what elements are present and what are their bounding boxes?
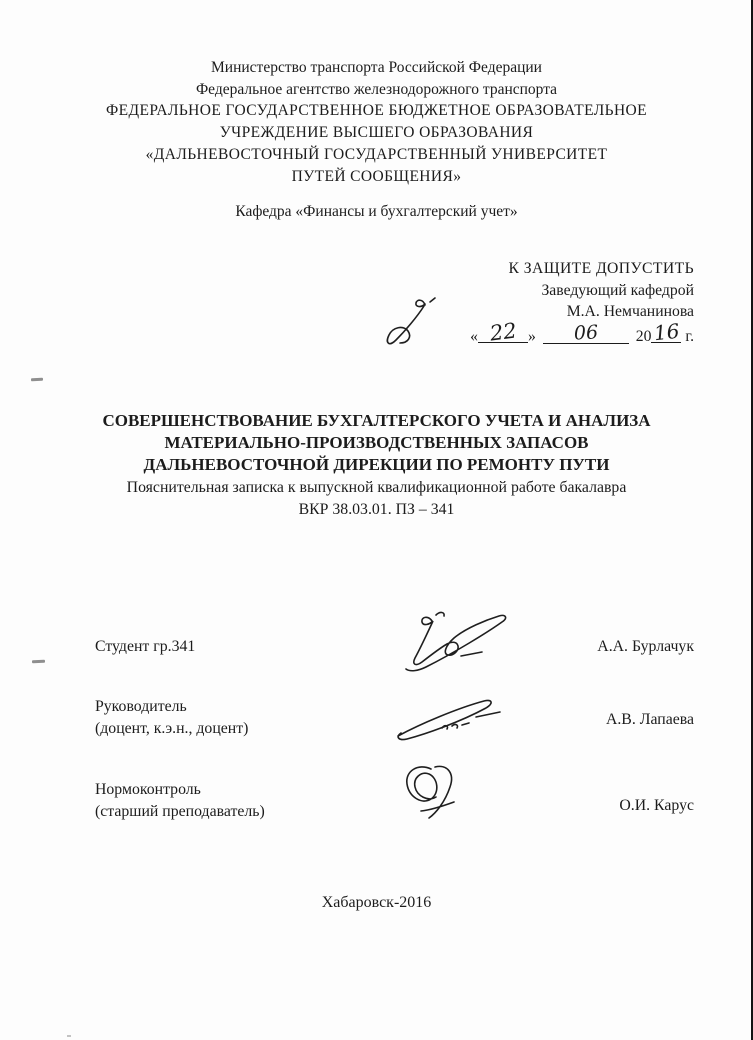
- institution-line-1: ФЕДЕРАЛЬНОЕ ГОСУДАРСТВЕННОЕ БЮДЖЕТНОЕ ОБРАЗОВАТЕЛЬНОЕ: [105, 102, 648, 120]
- date-year-blank: [651, 318, 681, 346]
- normcontrol-name: О.И. Карус: [619, 797, 694, 814]
- supervisor-role-line-2: (доцент, к.э.н., доцент): [95, 720, 249, 737]
- agency-line: Федеральное агентство железнодорожного транспорта: [195, 80, 558, 98]
- margin-mark-bottom: [32, 660, 45, 663]
- supervisor-role-label: [95, 696, 248, 740]
- normcontrol-role-line-2: (старший преподаватель): [95, 803, 265, 820]
- supervisor-name: А.В. Лапаева: [605, 711, 694, 728]
- handwritten-month: 06: [573, 321, 599, 345]
- margin-mark-top: [31, 378, 43, 381]
- ministry-line: Министерство транспорта Российской Федерации: [211, 59, 542, 76]
- year-prefix: 20: [635, 327, 652, 345]
- date-month-blank: [543, 321, 629, 345]
- city-year-line: Хабаровск-2016: [321, 894, 432, 911]
- handwritten-day: 22: [488, 318, 518, 346]
- student-signature: [396, 609, 511, 673]
- department-head-signature: [381, 294, 445, 352]
- normcontrol-signature: [398, 762, 460, 820]
- thesis-title-block: [0, 410, 753, 521]
- approval-title: К ЗАЩИТЕ ДОПУСТИТЬ: [508, 260, 694, 277]
- approval-date-line: [470, 318, 694, 348]
- institution-header: [0, 57, 753, 187]
- title-code: ВКР 38.03.01. ПЗ – 341: [298, 500, 455, 518]
- student-name: А.А. Бурлачук: [597, 638, 694, 655]
- scan-speck: [67, 1035, 71, 1037]
- close-quote: »: [527, 327, 536, 345]
- handwritten-year: 16: [652, 318, 681, 346]
- approval-role: Заведующий кафедрой: [541, 281, 694, 299]
- title-line-1: СОВЕРШЕНСТВОВАНИЕ БУХГАЛТЕРСКОГО УЧЕТА И АНАЛИЗА: [102, 411, 651, 430]
- title-line-3: ДАЛЬНЕВОСТОЧНОЙ ДИРЕКЦИИ ПО РЕМОНТУ ПУТИ: [143, 455, 610, 475]
- open-quote: «: [470, 327, 478, 345]
- title-line-2: МАТЕРИАЛЬНО-ПРОИЗВОДСТВЕННЫХ ЗАПАСОВ: [164, 433, 589, 453]
- date-day-blank: [478, 318, 528, 346]
- date-suffix: г.: [685, 327, 694, 345]
- university-line-2: ПУТЕЙ СООБЩЕНИЯ»: [291, 167, 462, 185]
- supervisor-role-line-1: Руководитель: [95, 698, 187, 715]
- institution-line-2: УЧРЕЖДЕНИЕ ВЫСШЕГО ОБРАЗОВАНИЯ: [219, 124, 534, 142]
- approval-block: [470, 258, 694, 347]
- supervisor-signature: [392, 696, 504, 742]
- normcontrol-role-line-1: Нормоконтроль: [95, 781, 201, 798]
- department-head-name: М.А. Немчанинова: [566, 303, 694, 321]
- student-role-label: Студент гр.341: [95, 638, 196, 655]
- department-line: Кафедра «Финансы и бухгалтерский учет»: [235, 203, 518, 220]
- university-line-1: «ДАЛЬНЕВОСТОЧНЫЙ ГОСУДАРСТВЕННЫЙ УНИВЕРСИТЕТ: [145, 145, 608, 163]
- title-subtitle: Пояснительная записка к выпускной квалификационной работе бакалавра: [126, 478, 627, 496]
- normcontrol-role-label: [95, 779, 265, 823]
